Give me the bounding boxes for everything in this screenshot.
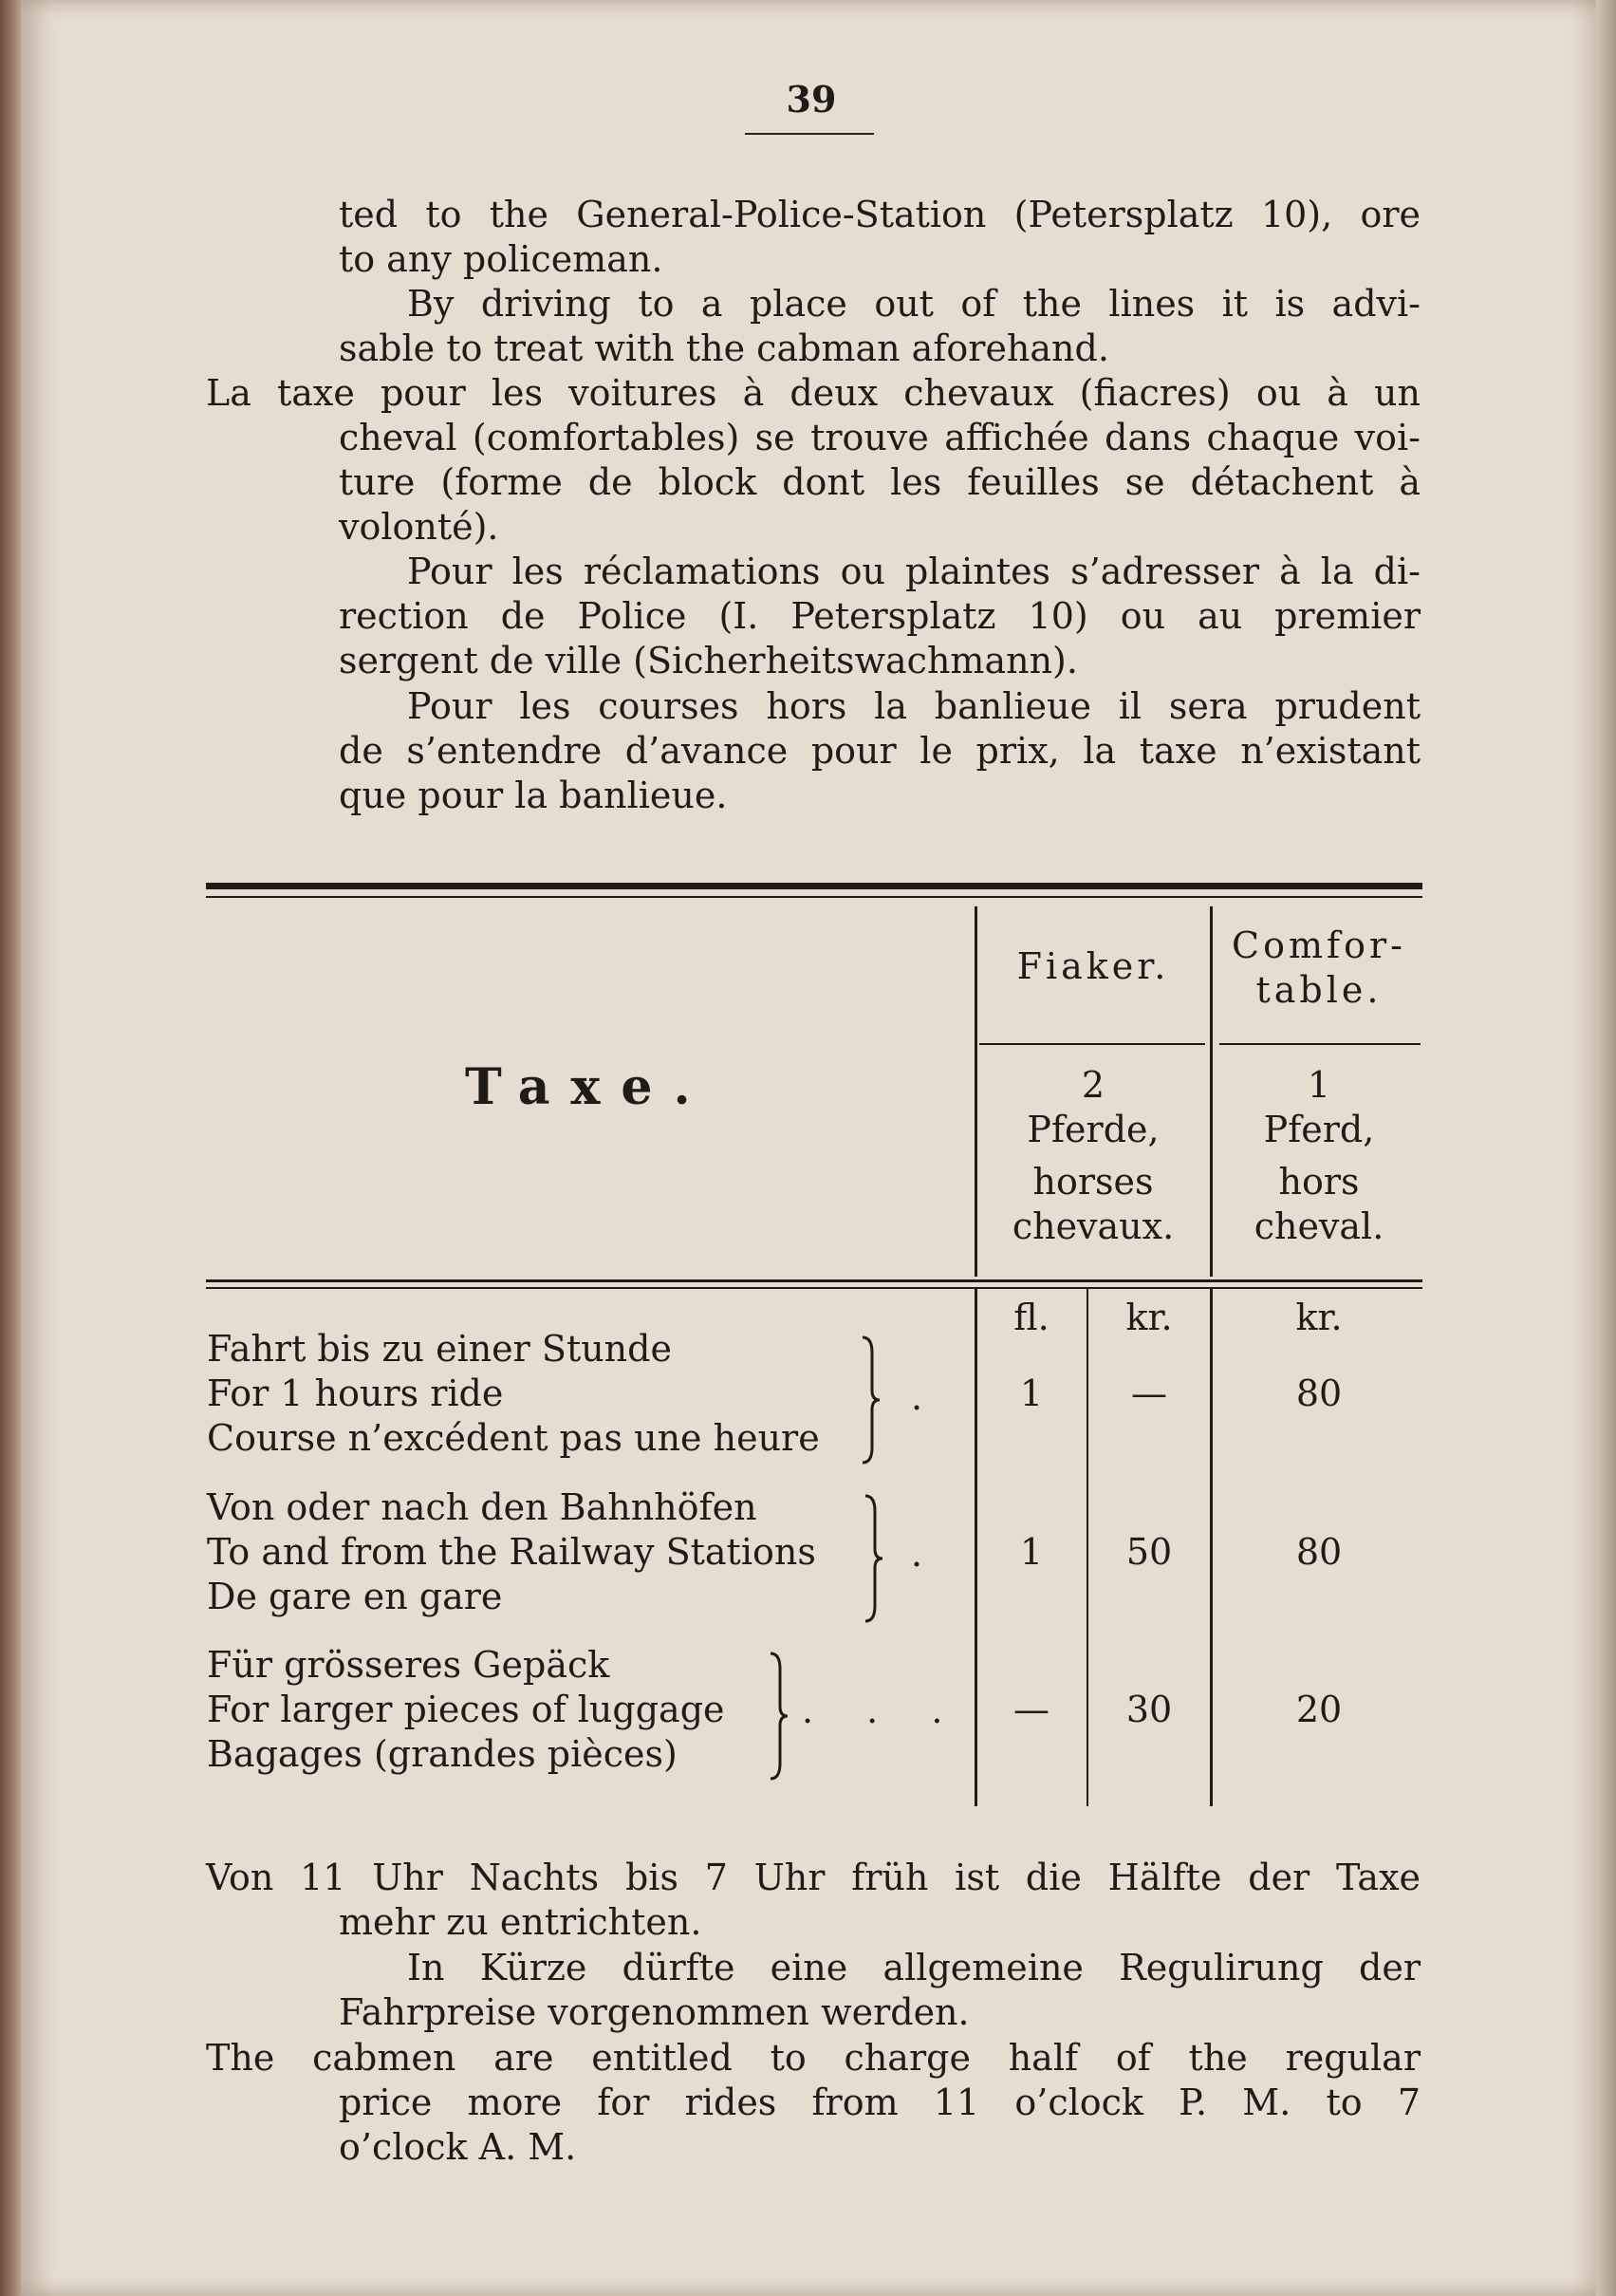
brace-icon — [862, 1492, 884, 1625]
header-line: table. — [1255, 969, 1383, 1011]
label-line: To and from the Railway Stations — [207, 1531, 816, 1573]
header-bottom-rule-thin — [206, 1287, 1422, 1289]
subheader-line: chevaux. — [1012, 1205, 1175, 1247]
text-line: The cabmen are entitled to charge half of the regular — [206, 2037, 1421, 2079]
paragraph-6 — [206, 1856, 1421, 1945]
fiaker-subheader — [979, 1063, 1207, 1249]
text-line: volonté). — [339, 506, 499, 548]
page-edge — [1596, 0, 1616, 2296]
text-line: de s’entendre d’avance pour le prix, la taxe n’existant — [339, 730, 1421, 772]
row2-comfortable: 80 — [1295, 1531, 1343, 1573]
subheader-line: horses — [1032, 1161, 1154, 1203]
leader-dots: . — [911, 1533, 923, 1575]
subheader-line: hors — [1278, 1161, 1360, 1203]
header-rule — [1219, 1043, 1421, 1045]
header-rule — [979, 1043, 1205, 1045]
paragraph-5 — [339, 684, 1421, 818]
fiaker-header: Fiaker. — [1016, 945, 1170, 987]
row2-fl: 1 — [1019, 1531, 1044, 1573]
table-title: Taxe. — [465, 1058, 712, 1116]
brace-icon — [859, 1334, 882, 1466]
text-line: rection de Police (I. Petersplatz 10) ou au premier — [339, 595, 1421, 637]
text-line: to any policeman. — [339, 238, 663, 280]
row3-kr: 30 — [1125, 1689, 1173, 1730]
subheader-line: Pferde, — [1027, 1109, 1160, 1150]
comfortable-subheader — [1215, 1063, 1423, 1249]
leader-dots: . . . — [802, 1689, 964, 1731]
table-divider — [975, 1289, 977, 1806]
row2-kr: 50 — [1125, 1531, 1173, 1573]
subheader-line: 1 — [1307, 1064, 1331, 1106]
paragraph-2 — [339, 282, 1421, 371]
header-bottom-rule — [206, 1279, 1422, 1282]
leader-dots: . — [911, 1376, 923, 1418]
paragraph-3 — [206, 371, 1421, 550]
row1-comfortable: 80 — [1295, 1372, 1343, 1414]
table-row-label — [207, 1485, 816, 1619]
unit-kr-comfortable: kr. — [1295, 1297, 1343, 1338]
label-line: Von oder nach den Bahnhöfen — [207, 1486, 757, 1528]
text-line: ture (forme de block dont les feuilles se détachent à — [339, 461, 1421, 503]
table-row-label — [207, 1327, 820, 1461]
comfortable-header — [1215, 924, 1423, 1013]
unit-fl: fl. — [1013, 1297, 1049, 1338]
table-top-rule — [206, 883, 1422, 889]
label-line: Fahrt bis zu einer Stunde — [207, 1328, 672, 1370]
text-line: By driving to a place out of the lines it is advi- — [407, 283, 1421, 325]
unit-kr: kr. — [1125, 1297, 1173, 1338]
brace-icon — [767, 1650, 789, 1783]
text-line: La taxe pour les voitures à deux chevaux (fiacres) ou à un — [206, 372, 1421, 414]
row1-fl: 1 — [1019, 1372, 1044, 1414]
text-line: Fahrpreise vorgenommen werden. — [339, 1991, 970, 2033]
paragraph-4 — [339, 550, 1421, 683]
text-line: ted to the General-Police-Station (Petersplatz 10), ore — [339, 194, 1421, 235]
text-line: Von 11 Uhr Nachts bis 7 Uhr früh ist die Hälfte der Taxe — [206, 1857, 1421, 1898]
text-line: mehr zu entrichten. — [339, 1901, 702, 1943]
paragraph-1 — [339, 193, 1421, 282]
label-line: For 1 hours ride — [207, 1372, 504, 1414]
table-top-rule-thin — [206, 896, 1422, 898]
subheader-line: cheval. — [1254, 1205, 1384, 1247]
text-line: cheval (comfortables) se trouve affichée dans chaque voi- — [339, 417, 1421, 458]
row3-comfortable: 20 — [1295, 1689, 1343, 1730]
label-line: Bagages (grandes pièces) — [207, 1733, 678, 1775]
subheader-line: Pferd, — [1263, 1109, 1375, 1150]
book-spine — [0, 0, 21, 2296]
text-line: Pour les réclamations ou plaintes s’adresser à la di- — [407, 551, 1421, 592]
table-divider — [1210, 906, 1213, 1277]
text-line: que pour la banlieue. — [339, 775, 728, 816]
text-line: Pour les courses hors la banlieue il sera prudent — [407, 685, 1421, 727]
paragraph-7 — [339, 1946, 1421, 2035]
subheader-line: 2 — [1081, 1064, 1105, 1106]
text-line: price more for rides from 11 o’clock P. M. to 7 — [339, 2081, 1421, 2123]
row1-kr: — — [1131, 1372, 1167, 1414]
page-number: 39 — [786, 78, 837, 121]
table-divider — [975, 906, 977, 1277]
text-line: sable to treat with the cabman aforehand. — [339, 327, 1109, 369]
row3-fl: — — [1013, 1689, 1049, 1730]
text-line: In Kürze dürfte eine allgemeine Regulirung der — [407, 1947, 1421, 1988]
label-line: For larger pieces of luggage — [207, 1689, 725, 1730]
text-line: o’clock A. M. — [339, 2126, 577, 2168]
table-divider — [1210, 1289, 1213, 1806]
table-row-label — [207, 1643, 725, 1777]
page-number-rule — [745, 133, 874, 135]
text-line: sergent de ville (Sicherheitswachmann). — [339, 640, 1078, 681]
table-divider — [1087, 1289, 1088, 1806]
header-line: Comfor- — [1232, 924, 1406, 966]
label-line: Course n’excédent pas une heure — [207, 1417, 820, 1459]
label-line: Für grösseres Gepäck — [207, 1644, 610, 1686]
label-line: De gare en gare — [207, 1576, 503, 1617]
paragraph-8 — [206, 2036, 1421, 2170]
